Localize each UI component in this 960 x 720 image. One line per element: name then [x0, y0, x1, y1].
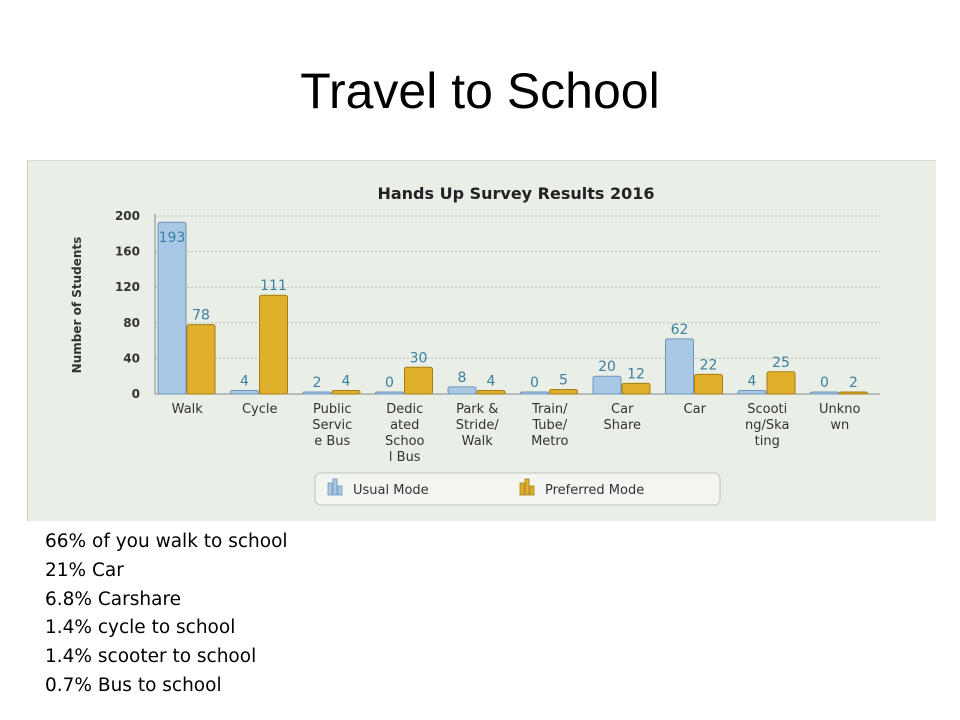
x-tick-label: Park & [456, 402, 499, 417]
x-tick-label: l Bus [388, 450, 421, 465]
chart-title: Hands Up Survey Results 2016 [377, 184, 655, 203]
y-tick-label: 0 [131, 387, 140, 401]
legend-swatch-icon [333, 479, 337, 495]
stat-car: 21% Car [45, 559, 124, 581]
y-tick-label: 80 [123, 315, 140, 330]
data-label: 0 [530, 375, 539, 391]
x-tick-label: Unkno [819, 402, 861, 417]
bar-preferred [622, 383, 650, 394]
legend-swatch-icon [328, 483, 332, 495]
data-label: 5 [559, 372, 568, 389]
x-tick-label: Car [611, 402, 634, 417]
legend-label: Preferred Mode [545, 483, 645, 498]
y-tick-label: 200 [114, 209, 140, 223]
x-tick-label: wn [830, 418, 850, 433]
x-tick-label: Car [683, 402, 706, 417]
x-tick-label: ated [390, 418, 420, 433]
chart-panel [27, 160, 936, 521]
y-tick-label: 160 [114, 244, 140, 259]
data-label: 111 [260, 278, 287, 295]
x-tick-label: Public [313, 402, 352, 417]
bar-preferred [405, 367, 433, 394]
bar-preferred [767, 372, 795, 394]
bar-usual [521, 392, 549, 394]
x-tick-label: e Bus [314, 434, 351, 449]
x-tick-label: Metro [531, 434, 569, 449]
data-label: 25 [772, 354, 790, 371]
bar-chart [28, 161, 936, 521]
data-label: 4 [747, 373, 757, 390]
bar-usual [666, 339, 694, 394]
data-label: 78 [192, 307, 210, 324]
legend-swatch-icon [338, 486, 342, 495]
bar-preferred [840, 392, 868, 394]
bar-preferred [477, 390, 505, 394]
bar-usual [593, 376, 621, 394]
legend-label: Usual Mode [353, 483, 429, 498]
stat-cycle: 1.4% cycle to school [45, 617, 236, 639]
x-tick-label: Train/ [531, 402, 568, 417]
x-tick-label: Walk [171, 402, 203, 417]
x-tick-label: Stride/ [455, 418, 499, 433]
data-label: 2 [312, 375, 322, 391]
y-axis-label: Number of Students [70, 236, 84, 374]
y-tick-label: 40 [123, 351, 140, 366]
data-label: 22 [699, 357, 718, 374]
data-label: 0 [820, 375, 829, 391]
x-tick-label: Walk [461, 434, 493, 449]
data-label: 0 [385, 375, 394, 391]
data-label: 2 [849, 375, 858, 391]
legend-swatch-icon [520, 483, 524, 495]
x-tick-label: ting [754, 434, 780, 449]
x-tick-label: Share [603, 418, 642, 433]
slide-title: Travel to School [300, 63, 660, 119]
x-tick-label: Dedic [386, 402, 424, 417]
bar-usual [811, 392, 839, 394]
data-label: 62 [670, 321, 689, 338]
data-label: 8 [457, 369, 467, 386]
data-label: 20 [598, 359, 616, 376]
stat-bus: 0.7% Bus to school [45, 674, 222, 696]
bar-preferred [695, 374, 723, 394]
bar-preferred [332, 390, 360, 394]
x-tick-label: Scooti [747, 402, 788, 417]
x-tick-label: ng/Ska [745, 418, 790, 433]
stats-list [45, 528, 288, 701]
bar-usual [231, 390, 259, 394]
data-label: 4 [341, 373, 351, 390]
bar-preferred [260, 295, 288, 394]
y-tick-label: 120 [114, 280, 140, 295]
stat-walk: 66% of you walk to school [45, 531, 288, 552]
data-label: 4 [486, 373, 496, 390]
legend-swatch-icon [525, 479, 529, 495]
data-label: 12 [627, 366, 645, 383]
stat-scooter: 1.4% scooter to school [45, 646, 257, 668]
bar-preferred [187, 325, 215, 394]
bar-usual [376, 392, 404, 394]
bar-usual [303, 392, 331, 394]
bar-usual [448, 387, 476, 394]
data-label: 193 [158, 230, 186, 247]
legend-swatch-icon [530, 486, 534, 495]
data-label: 30 [409, 350, 428, 367]
x-tick-label: Schoo [384, 434, 425, 449]
x-tick-label: Tube/ [532, 418, 568, 433]
x-tick-label: Servic [312, 418, 353, 433]
bar-preferred [550, 390, 578, 394]
data-label: 4 [240, 373, 249, 390]
x-tick-label: Cycle [241, 402, 278, 417]
stat-carshare: 6.8% Carshare [45, 588, 182, 610]
bar-usual [738, 390, 766, 394]
bar-usual [158, 222, 186, 394]
